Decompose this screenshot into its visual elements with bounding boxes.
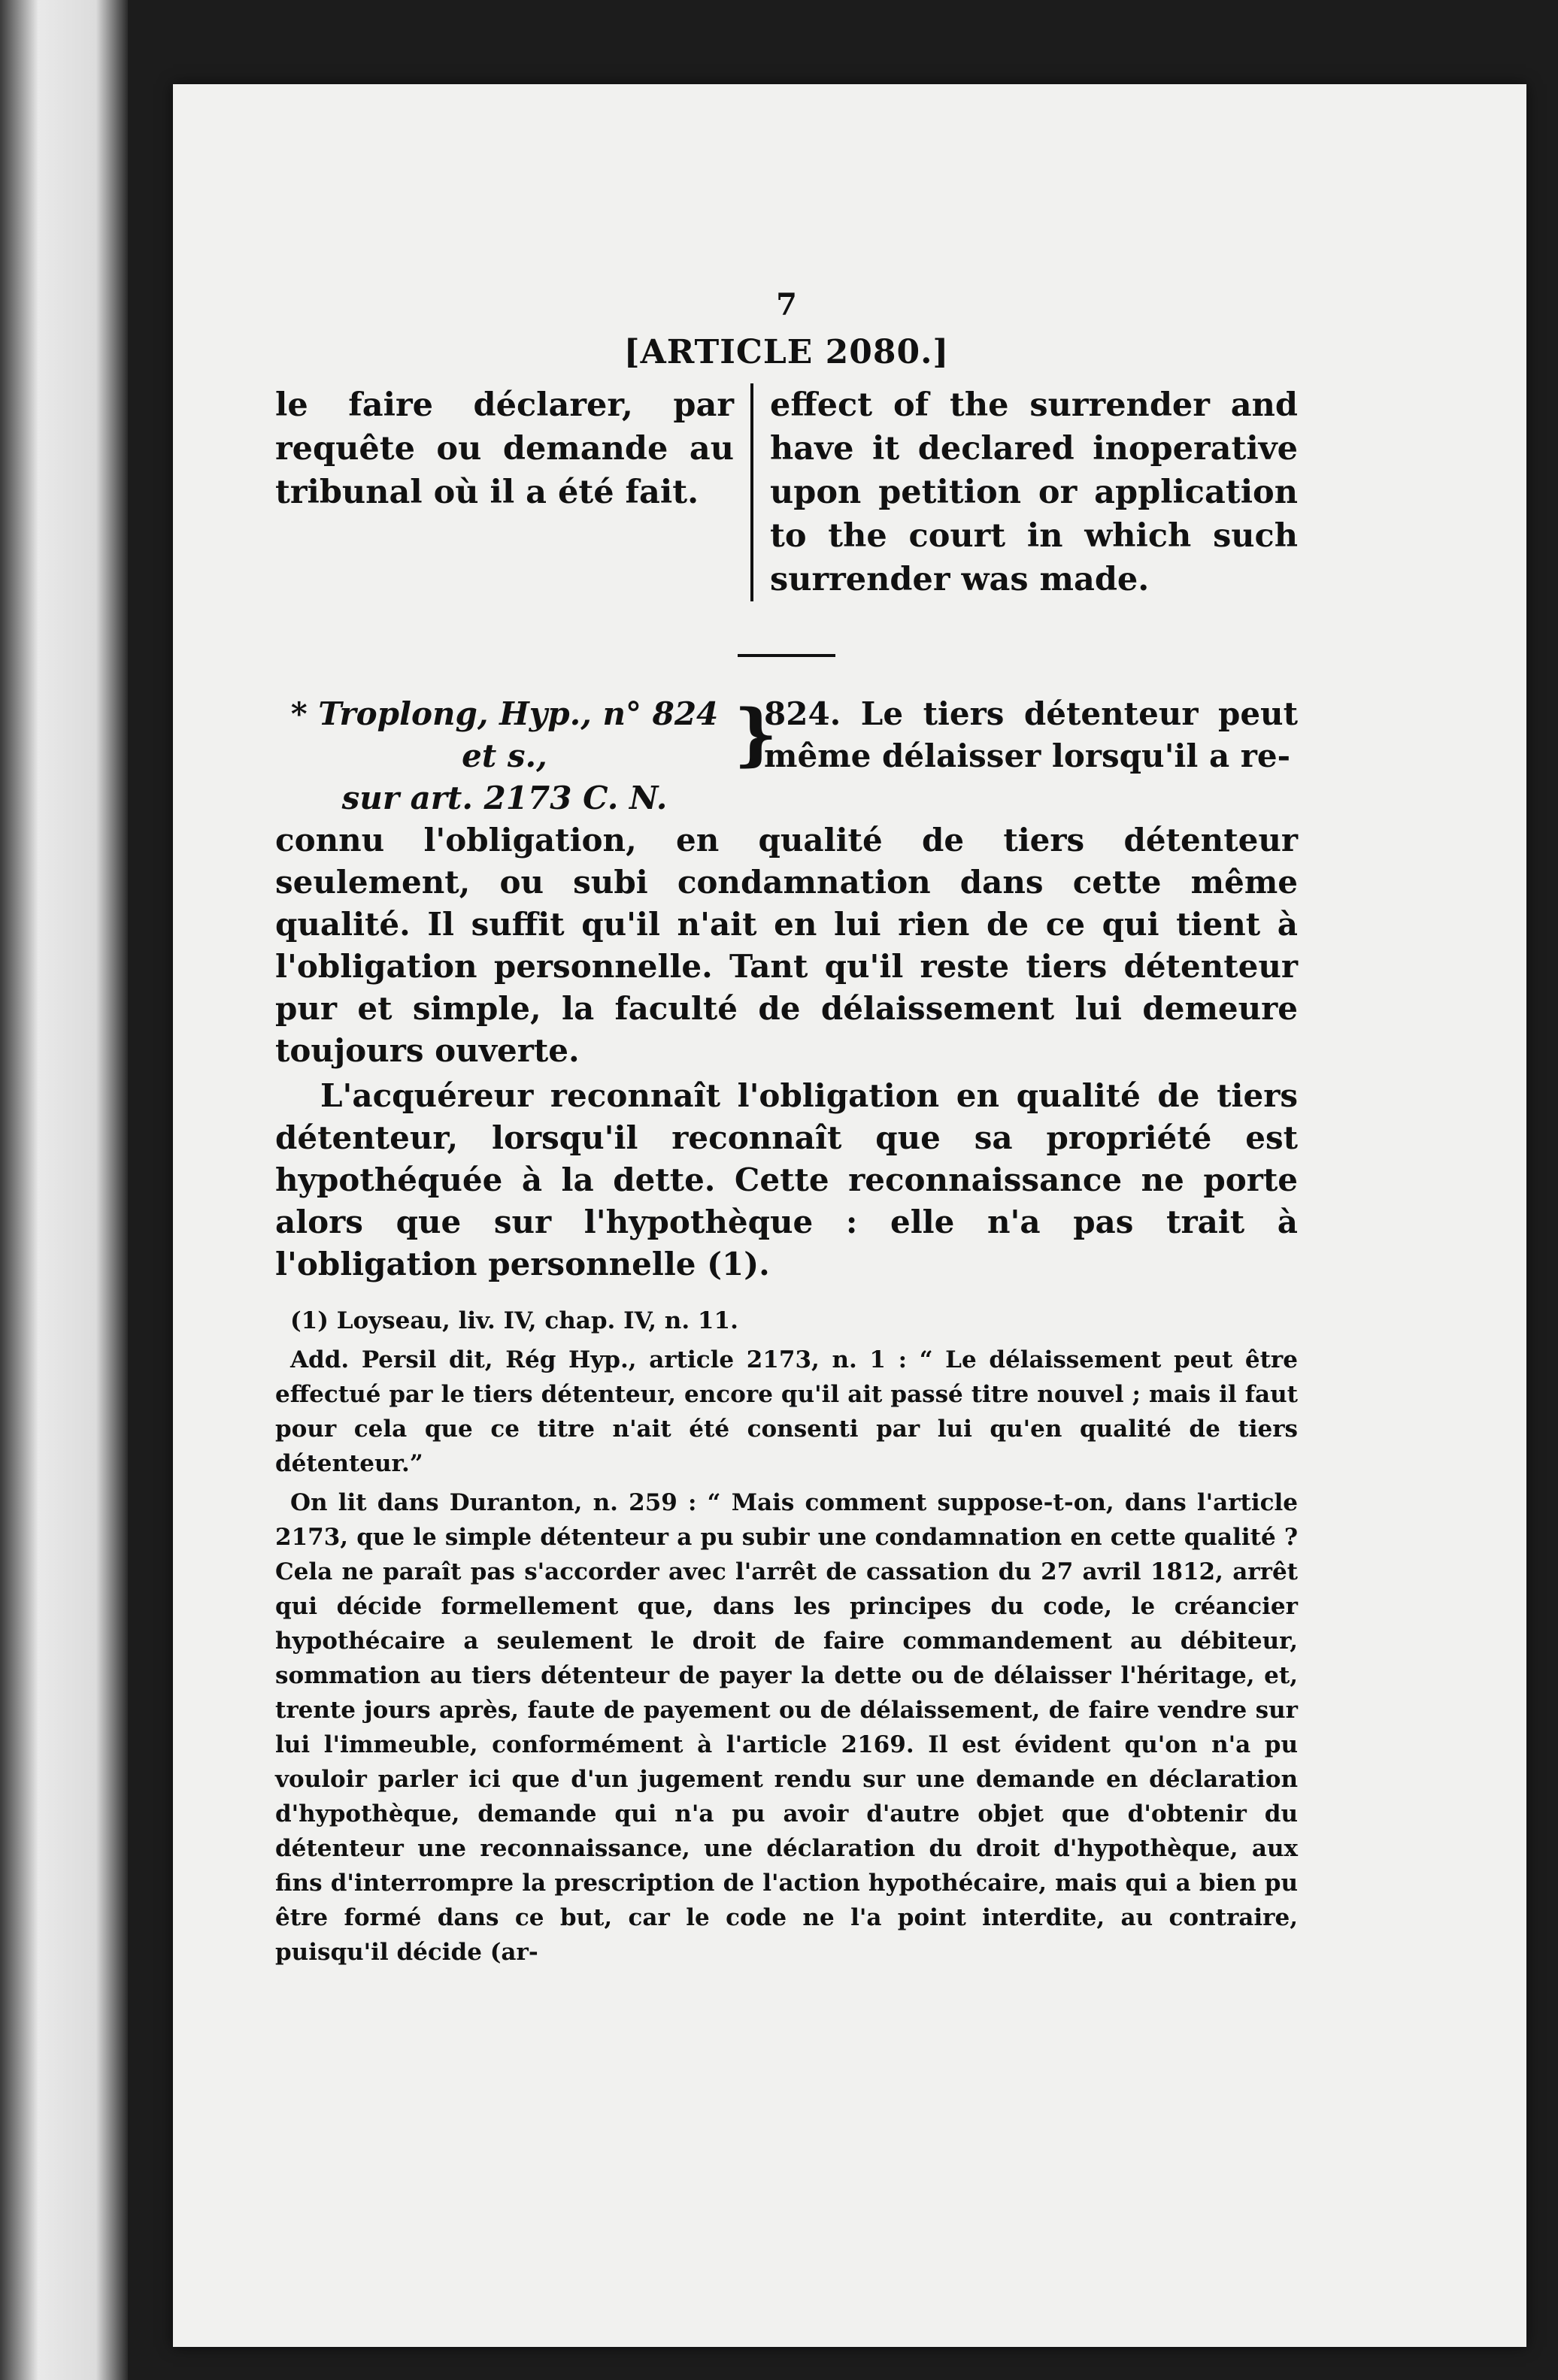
- commentary-opening: 824. Le tiers détenteur peut même délaisser lorsqu'il a re-: [764, 695, 1298, 774]
- page-content: [275, 287, 1298, 1974]
- bilingual-code-text: [275, 383, 1298, 601]
- french-column: le faire déclarer, par requête ou demande au tribunal où il a été fait.: [275, 383, 753, 601]
- footnote-1: (1) Loyseau, liv. IV, chap. IV, n. 11.: [290, 1307, 738, 1334]
- adjacent-page-edge: [0, 0, 128, 2380]
- citation-reference: [275, 693, 734, 819]
- footnote-addition-persil: Add. Persil dit, Rég Hyp., article 2173, n. 1 : “ Le délaissement peut être effectué par le tiers détenteur, encore qu'il ait passé titre nouvel ; mais il faut pour cela que ce titre n'ait été consenti par lui qu'en qualité de tiers détenteur.”: [275, 1346, 1298, 1477]
- commentary-paragraph-2: L'acquéreur reconnaît l'obligation en qualité de tiers détenteur, lorsqu'il reconnaît que sa propriété est hypothéquée à la dette. Cette reconnaissance ne porte alors que sur l'hypothèque : elle n'a pas trait à l'obligation personnelle (1).: [275, 1077, 1298, 1282]
- commentary-citation: [275, 693, 1298, 819]
- brace-icon: }: [734, 695, 777, 774]
- article-header: [ARTICLE 2080.]: [623, 333, 950, 371]
- footnote-duranton: On lit dans Duranton, n. 259 : “ Mais comment suppose-t-on, dans l'article 2173, que le simple détenteur a pu subir une condamnation en cette qualité ? Cela ne paraît pas s'accorder avec l'arrêt de cassation du 27 avril 1812, arrêt qui décide formellement que, dans les principes du code, le créancier hypothécaire a seulement le droit de faire commandement au débiteur, sommation au tiers détenteur de payer la dette ou de délaisser l'héritage, et, trente jours après, faute de payement ou de délaissement, de faire vendre sur lui l'immeuble, conformément à l'article 2169. Il est évident qu'on n'a pu vouloir parler ici que d'un jugement rendu sur une demande en déclaration d'hypothèque, demande qui n'a pu avoir d'autre objet que d'obtenir du détenteur une reconnaissance, une déclaration du droit d'hypothèque, aux fins d'interrompre la prescription de l'action hypothécaire, mais qui a bien pu être formé dans ce but, car le code ne l'a point interdite, au contraire, puisqu'il décide (ar-: [275, 1489, 1298, 1966]
- section-divider: [738, 654, 835, 657]
- commentary-paragraph-1: connu l'obligation, en qualité de tiers détenteur seulement, ou subi condamnation dans cette même qualité. Il suffit qu'il n'ait en lui rien de ce qui tient à l'obligation personnelle. Tant qu'il reste tiers détenteur pur et simple, la faculté de délaissement lui demeure toujours ouverte.: [275, 822, 1298, 1069]
- document-page: [173, 84, 1526, 2347]
- english-column: effect of the surrender and have it declared inoperative upon petition or application to the court in which such surrender was made.: [770, 386, 1298, 598]
- citation-line-1: * Troplong, Hyp., n° 824 et s.,: [290, 695, 719, 774]
- page-number: 7: [776, 287, 797, 322]
- citation-line-2: sur art. 2173 C. N.: [341, 780, 668, 816]
- footnotes: [275, 1304, 1298, 1970]
